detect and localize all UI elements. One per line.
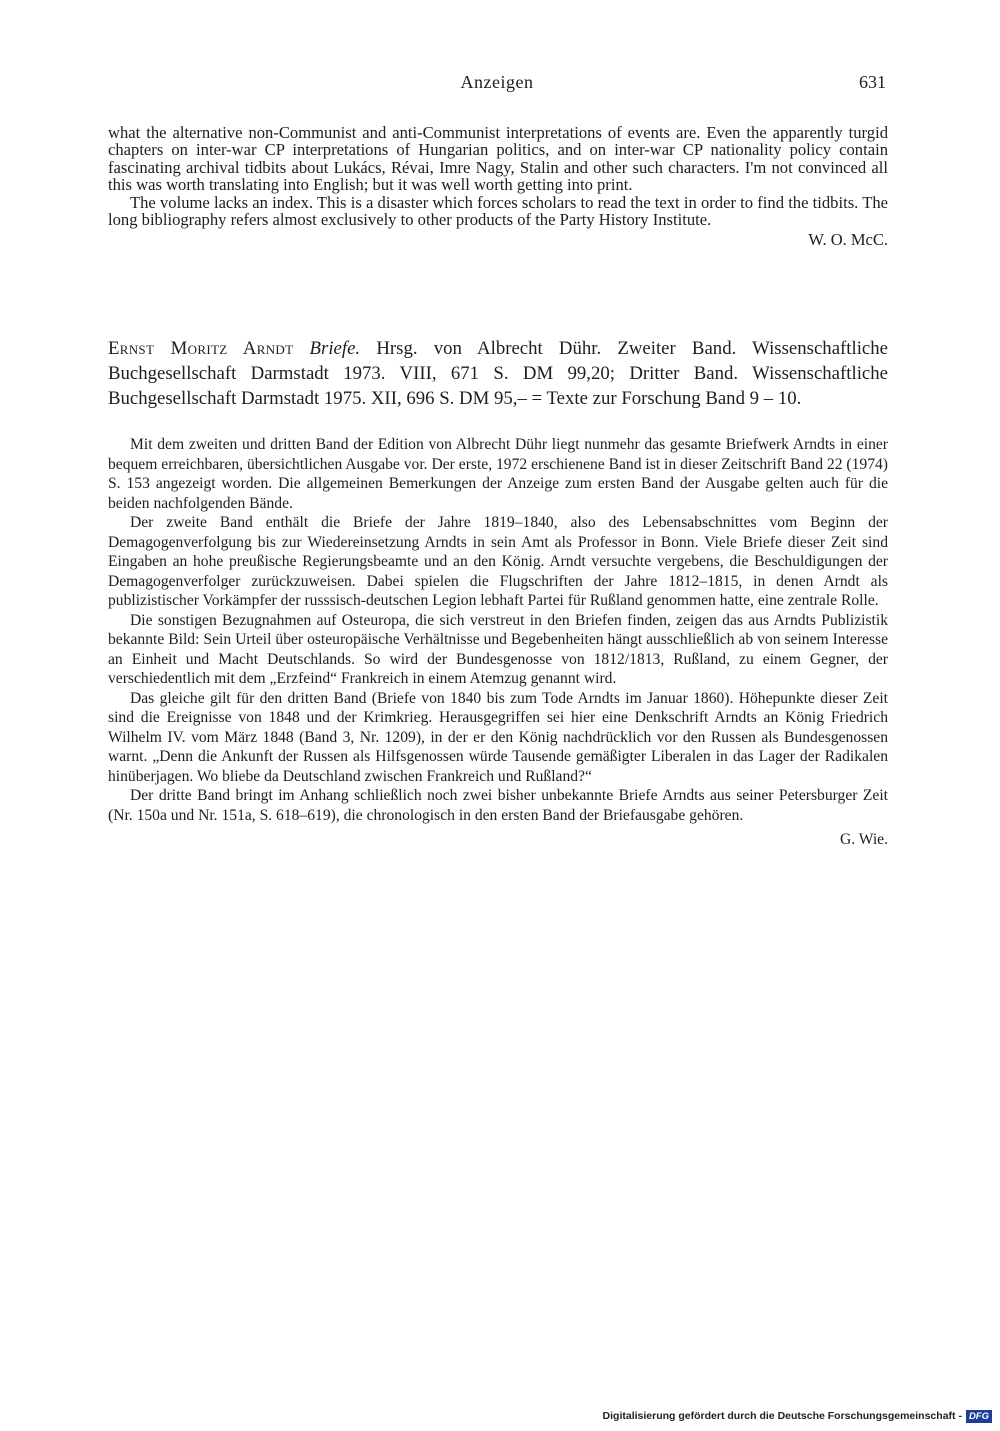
page-number: 631 bbox=[859, 72, 886, 92]
page-header bbox=[108, 72, 886, 102]
review-paragraph: Das gleiche gilt für den dritten Band (Briefe von 1840 bis zum Tode Arndts im Januar 1860). Höhepunkte dieser Zeit sind die Ereignisse von 1848 und der Krimkrieg. Herausgegriffen sei hier eine Denkschrift Arndts an König Friedrich Wilhelm IV. vom März 1848 (Band 3, Nr. 1209), in der er den König nachdrücklich vor den Russen als Bundesgenossen warnt. „Denn die Ankunft der Russen als Hilfsgenossen würde Tausende gemäßigter Liberalen in das Lager der Radikalen hinüberjagen. Wo bliebe da Deutschland zwischen Frankreich und Rußland?“ bbox=[108, 689, 888, 785]
review-paragraph: what the alternative non-Communist and anti-Communist interpretations of events are. Even the apparently turgid chapters on inter-war CP interpretations of Hungarian politics, and on inter-war CP nationality policy contain fascinating archival tidbits about Lukács, Révai, Imre Nagy, Stalin and other such characters. I'm not convinced all this was worth translating into English; but it was well worth getting into print. bbox=[108, 123, 888, 195]
bibliographic-entry bbox=[108, 336, 888, 411]
book-title: Briefe. bbox=[309, 338, 361, 359]
book-details: Hrsg. von Albrecht Dühr. Zweiter Band. Wissenschaftliche Buchgesellschaft Darmstadt 1973. VIII, 671 S. DM 99,20; Dritter Band. Wissenschaftliche Buchgesellschaft Darmstadt 1975. XII, 696 S. DM 95,– = Texte zur Forschung Band 9 – 10. bbox=[108, 338, 888, 409]
german-review bbox=[108, 435, 888, 850]
review-paragraph: The volume lacks an index. This is a disaster which forces scholars to read the text in order to find the tidbits. The long bibliography refers almost exclusively to other products of the Party History Institute. bbox=[108, 192, 888, 230]
english-review bbox=[108, 124, 888, 249]
review-paragraph: Der zweite Band enthält die Briefe der Jahre 1819–1840, also des Lebensabschnittes vom Beginn der Demagogenverfolgung bis zur Wiedereinsetzung Arndts in sein Amt als Professor in Bonn. Viele Briefe dieser Zeit sind Eingaben an hohe preußische Regierungsbeamte und an den König. Arndt versuchte vergebens, die Beschuldigungen der Demagogenverfolger zurückzuweisen. Dabei spielen die Flugschriften der Jahre 1812–1815, in denen Arndt als publizistischer Vorkämpfer der russsisch-deutschen Legion lebhaft Partei für Rußland genommen hatte, eine zentrale Rolle. bbox=[108, 514, 888, 609]
digitization-footer bbox=[603, 1408, 992, 1424]
review-paragraph: Mit dem zweiten und dritten Band der Edition von Albrecht Dühr liegt nunmehr das gesamte Briefwerk Arndts in einer bequem erreichbaren, übersichtlichen Ausgabe vor. Der erste, 1972 erschienene Band ist in dieser Zeitschrift Band 22 (1974) S. 153 angezeigt worden. Die allgemeinen Bemerkungen der Anzeige zum ersten Band der Ausgabe gelten auch für die beiden nachfolgenden Bände. bbox=[108, 436, 888, 512]
running-head: Anzeigen bbox=[460, 72, 534, 92]
footer-credit: Digitalisierung gefördert durch die Deutsche Forschungsgemeinschaft - bbox=[602, 1410, 962, 1422]
review-paragraph: Die sonstigen Bezugnahmen auf Osteuropa, die sich verstreut in den Briefen finden, zeigen das aus Arndts Publizistik bekannte Bild: Sein Urteil über osteuropäische Verhältnisse und Begebenheiten hängt ausschließlich ab von seinem Interesse an Einheit und Macht Deutschlands. So wird der Bundesgenosse von 1812/1813, Rußland, zu einem Gegner, der verschiedentlich mit dem „Erzfeind“ Frankreich in einem Atemzug genannt wird. bbox=[108, 611, 888, 687]
reviewer-signature: W. O. McC. bbox=[808, 230, 888, 250]
dfg-logo-icon: DFG bbox=[966, 1410, 992, 1423]
review-paragraph: Der dritte Band bringt im Anhang schließlich noch zwei bisher unbekannte Briefe Arndts aus seiner Petersburger Zeit (Nr. 150a und Nr. 151a, S. 618–619), die chronologisch in den ersten Band der Briefausgabe gehören. bbox=[108, 787, 888, 824]
reviewer-signature: G. Wie. bbox=[839, 831, 888, 848]
book-author: Ernst Moritz Arndt bbox=[108, 338, 294, 359]
